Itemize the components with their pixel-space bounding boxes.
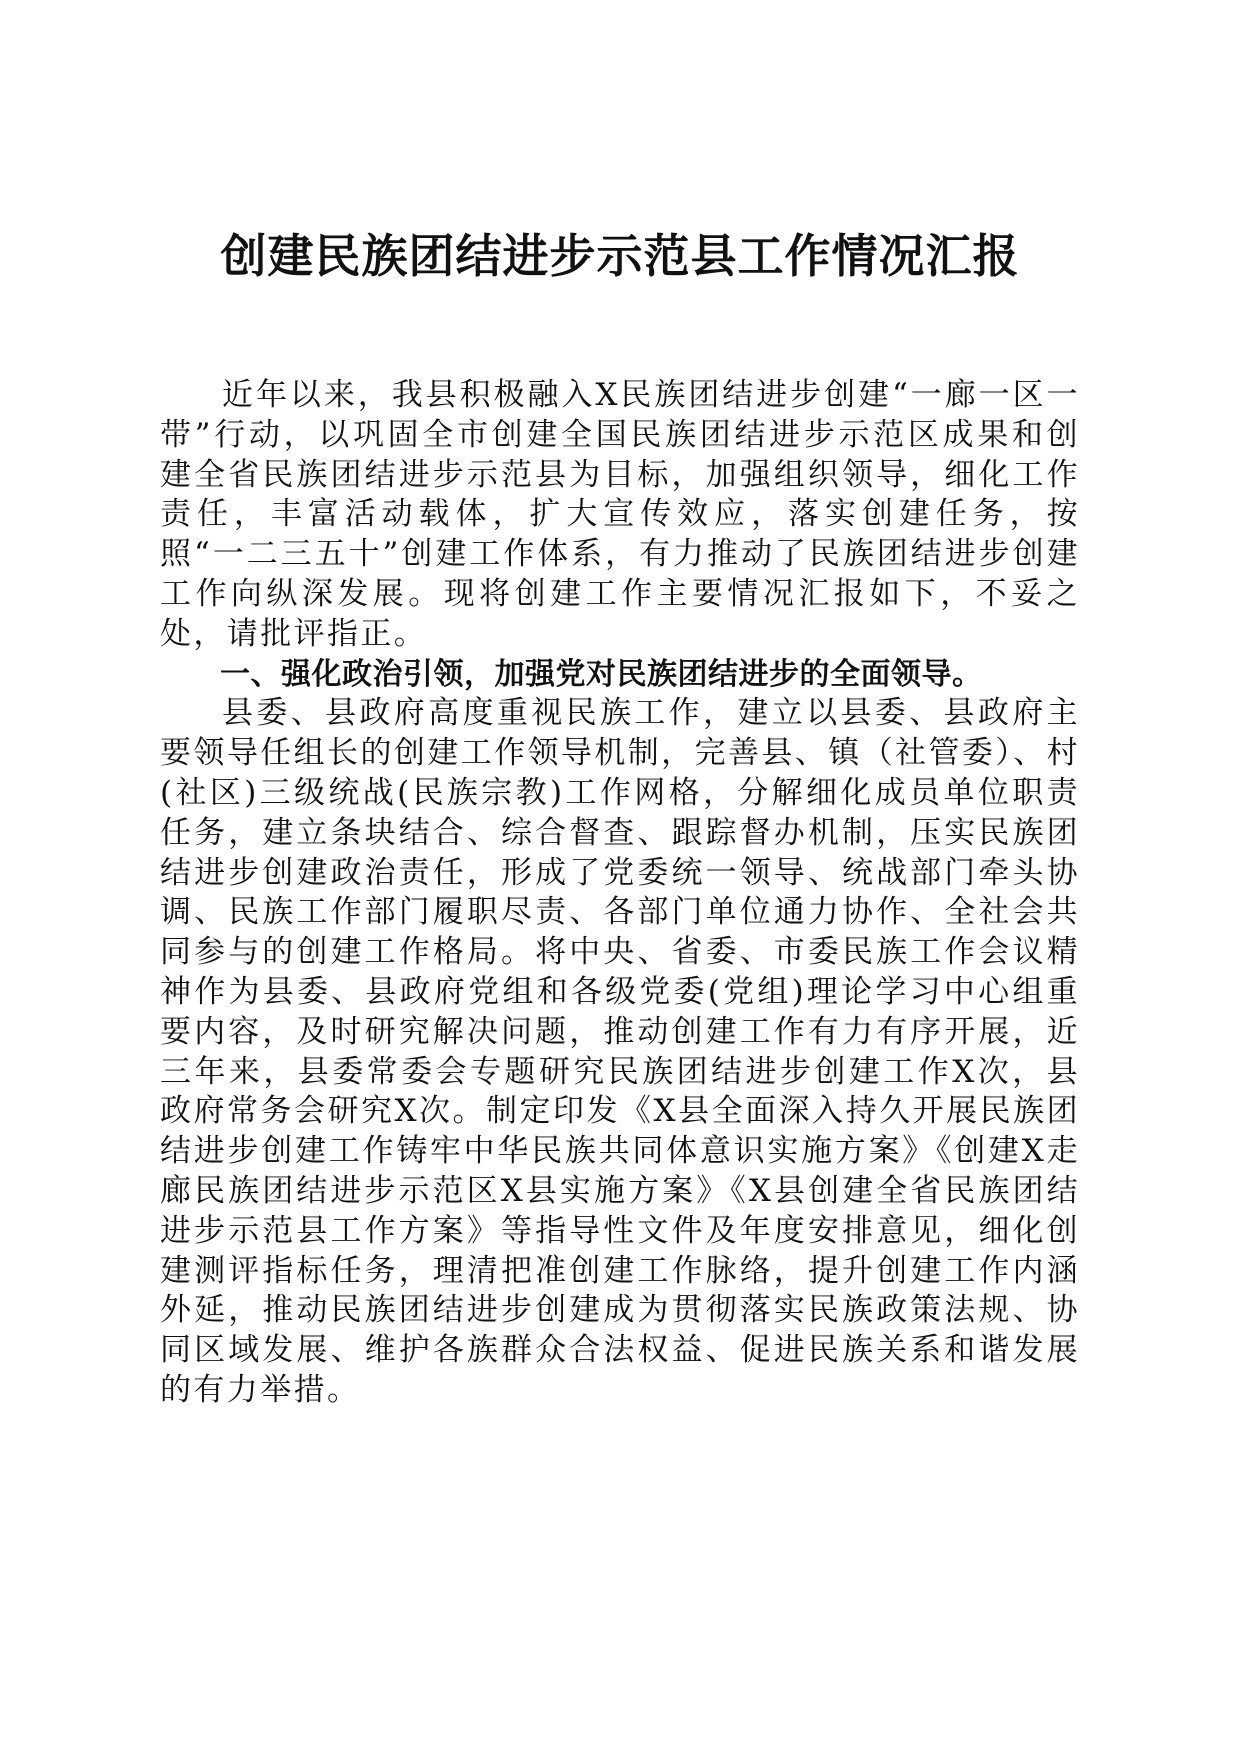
document-body bbox=[160, 376, 1080, 1411]
section-1-heading: 一、强化政治引领，加强党对民族团结进步的全面领导。 bbox=[220, 656, 983, 692]
document-title: 创建民族团结进步示范县工作情况汇报 bbox=[220, 229, 1020, 283]
intro-paragraph: 近年以来，我县积极融入X民族团结进步创建“一廊一区一带”行动，以巩固全市创建全国民族团结进步示范区成果和创建全省民族团结进步示范县为目标，加强组织领导，细化工作责任，丰富活动载体，扩大宣传效应，落实创建任务，按照“一二三五十”创建工作体系，有力推动了民族团结进步创建工作向纵深发展。现将创建工作主要情况汇报如下，不妥之处，请批评指正。 bbox=[160, 377, 1080, 652]
section-1-paragraph: 县委、县政府高度重视民族工作，建立以县委、县政府主要领导任组长的创建工作领导机制，完善县、镇（社管委）、村(社区)三级统战(民族宗教)工作网格，分解细化成员单位职责任务，建立条块结合、综合督查、跟踪督办机制，压实民族团结进步创建政治责任，形成了党委统一领导、统战部门牵头协调、民族工作部门履职尽责、各部门单位通力协作、全社会共同参与的创建工作格局。将中央、省委、市委民族工作会议精神作为县委、县政府党组和各级党委(党组)理论学习中心组重要内容，及时研究解决问题，推动创建工作有力有序开展，近三年来，县委常委会专题研究民族团结进步创建工作X次，县政府常务会研究X次。制定印发《X县全面深入持久开展民族团结进步创建工作铸牢中华民族共同体意识实施方案》《创建X走廊民族团结进步示范区X县实施方案》《X县创建全省民族团结进步示范县工作方案》等指导性文件及年度安排意见，细化创建测评指标任务，理清把准创建工作脉络，提升创建工作内涵外延，推动民族团结进步创建成为贯彻落实民族政策法规、协同区域发展、维护各族群众合法权益、促进民族关系和谐发展的有力举措。 bbox=[160, 695, 1080, 1408]
